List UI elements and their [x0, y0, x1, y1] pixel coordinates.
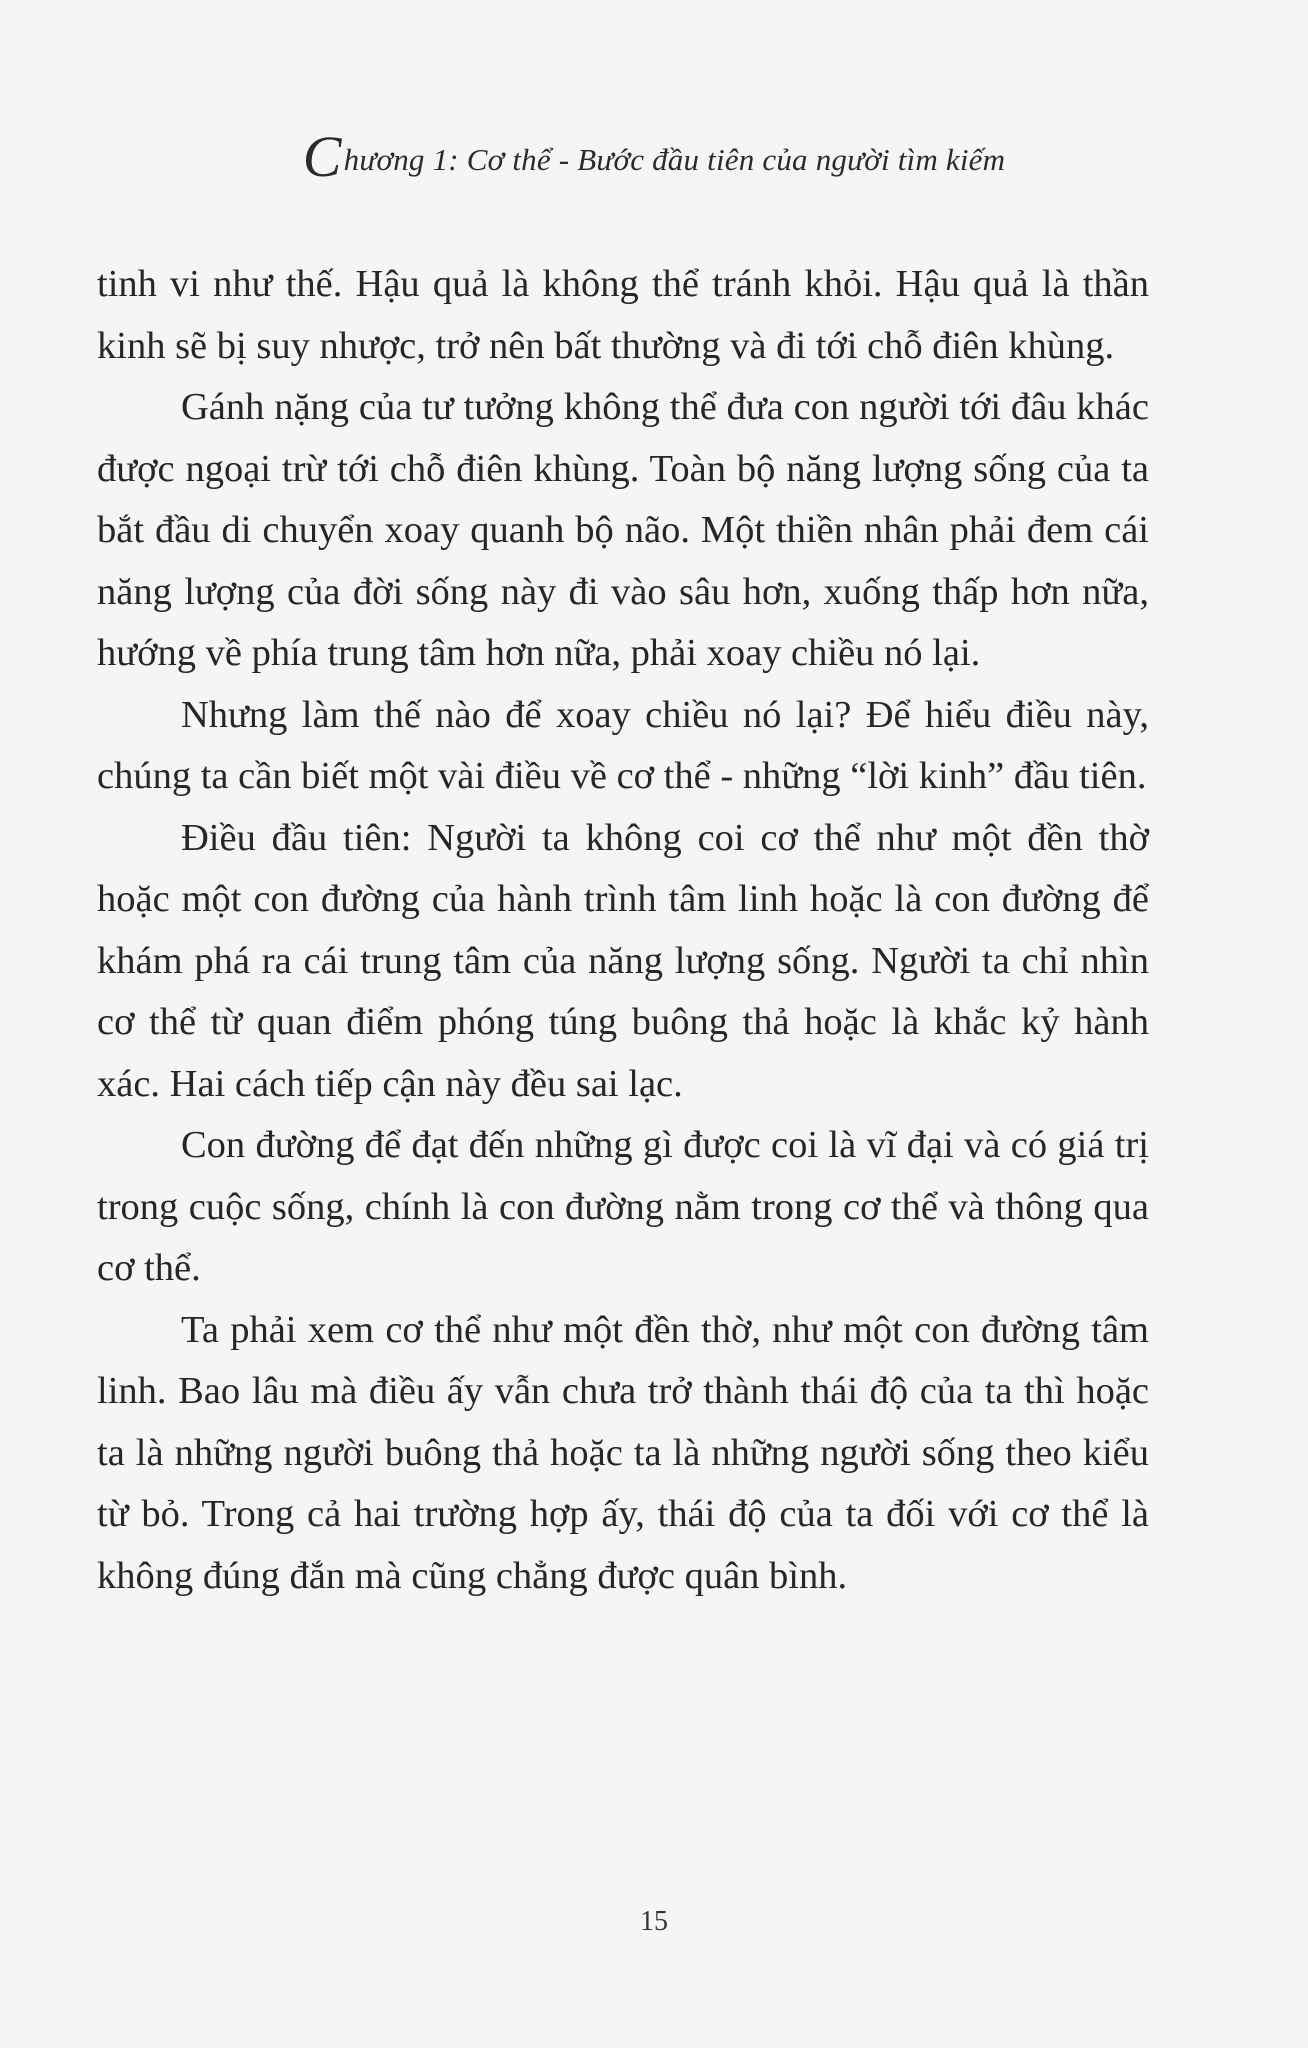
paragraph-3: Nhưng làm thế nào để xoay chiều nó lại? Để hiểu điều này, chúng ta cần biết một vài điều về cơ thể - những “lời kinh” đầu tiên.	[97, 693, 1149, 797]
paragraph-5: Con đường để đạt đến những gì được coi là vĩ đại và có giá trị trong cuộc sống, chính là con đường nằm trong cơ thể và thông qua cơ thể.	[97, 1124, 1149, 1289]
paragraph-4: Điều đầu tiên: Người ta không coi cơ thể như một đền thờ hoặc một con đường của hành trình tâm linh hoặc là con đường để khám phá ra cái trung tâm của năng lượng sống. Người ta chỉ nhìn cơ thể từ quan điểm phóng túng buông thả hoặc là khắc kỷ hành xác. Hai cách tiếp cận này đều sai lạc.	[97, 816, 1149, 1105]
running-header	[0, 124, 1308, 189]
header-title: hương 1: Cơ thể - Bước đầu tiên của người tìm kiếm	[343, 142, 1006, 177]
paragraph-2: Gánh nặng của tư tưởng không thể đưa con người tới đâu khác được ngoại trừ tới chỗ điên khùng. Toàn bộ năng lượng sống của ta bắt đầu di chuyển xoay quanh bộ não. Một thiền nhân phải đem cái năng lượng của đời sống này đi vào sâu hơn, xuống thấp hơn nữa, hướng về phía trung tâm hơn nữa, phải xoay chiều nó lại.	[97, 386, 1149, 674]
body-text	[97, 254, 1149, 1607]
paragraph-1: tinh vi như thế. Hậu quả là không thể tránh khỏi. Hậu quả là thần kinh sẽ bị suy nhược, trở nên bất thường và đi tới chỗ điên khùng.	[97, 263, 1149, 367]
header-initial: C	[302, 124, 342, 189]
paragraph-6: Ta phải xem cơ thể như một đền thờ, như một con đường tâm linh. Bao lâu mà điều ấy vẫn chưa trở thành thái độ của ta thì hoặc ta là những người buông thả hoặc ta là những người sống theo kiểu từ bỏ. Trong cả hai trường hợp ấy, thái độ của ta đối với cơ thể là không đúng đắn mà cũng chẳng được quân bình.	[97, 1308, 1149, 1597]
page-number: 15	[640, 1906, 668, 1937]
